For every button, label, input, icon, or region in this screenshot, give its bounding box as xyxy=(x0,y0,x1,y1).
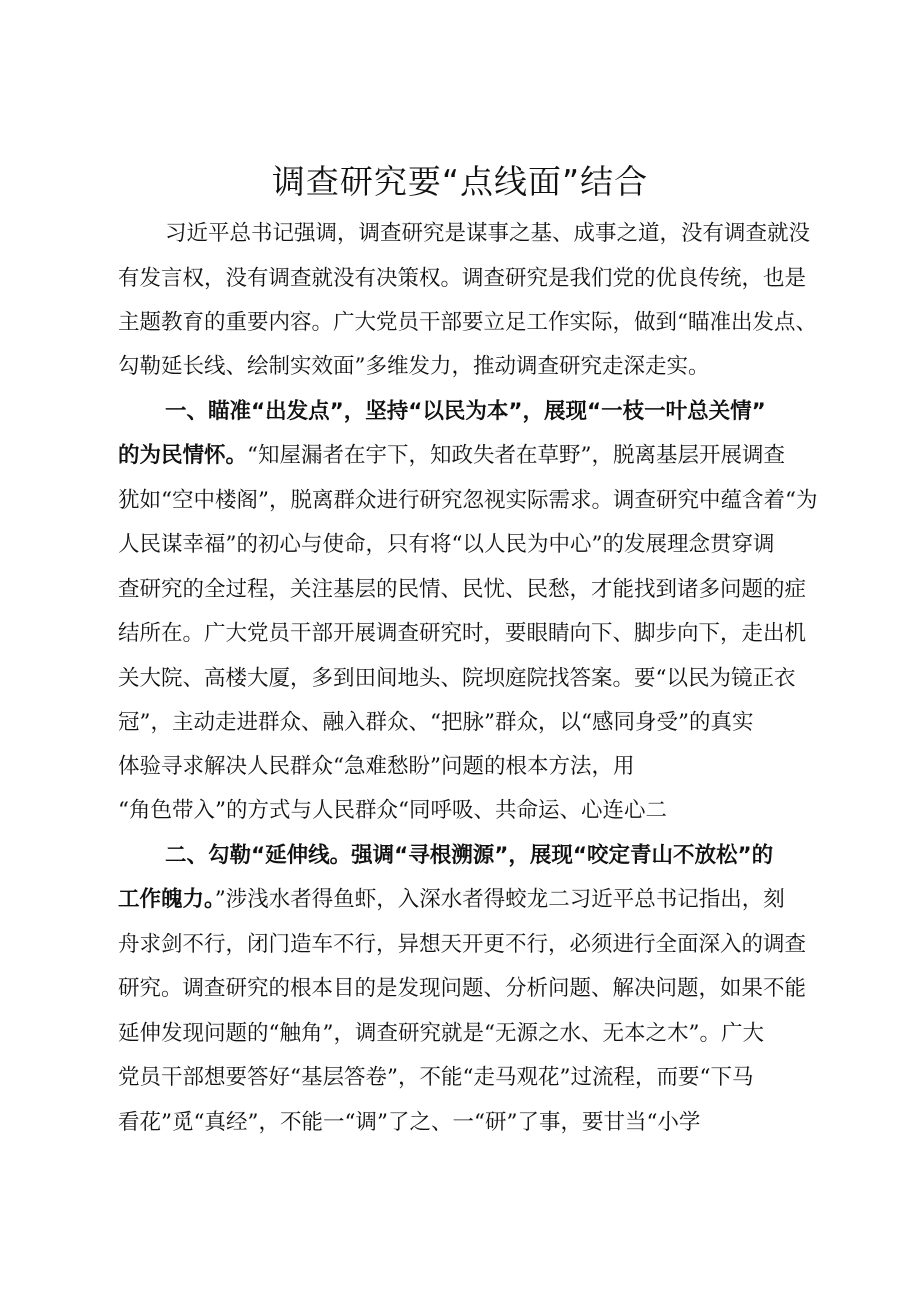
section1-heading: 一、瞄准“出发点”，坚持“以民为本”，展现“一枝一叶总关情” xyxy=(165,399,766,424)
intro-line-3: 主题教育的重要内容。广大党员干部要立足工作实际，做到“瞄准出发点、 xyxy=(118,310,817,335)
section2-body-line-1: 舟求剑不行，闭门造车不行，异想天开更不行，必须进行全面深入的调查 xyxy=(118,932,807,957)
section2-line-2 xyxy=(118,885,785,915)
intro-line-4: 勾勒延长线、绘制实效面”多维发力，推动调查研究走深走实。 xyxy=(118,354,710,379)
section2-heading-end: 工作魄力。 xyxy=(118,887,215,912)
section1-line-2 xyxy=(118,441,785,471)
section1-body-line-3: 查研究的全过程，关注基层的民情、民忧、民愁，才能找到诸多问题的症 xyxy=(118,577,807,602)
section1-body-line-1: 犹如“空中楼阁”，脱离群众进行研究忽视实际需求。调查研究中蕴含着“为 xyxy=(118,488,818,513)
section2-body-line-2: 研究。调查研究的根本目的是发现问题、分析问题、解决问题，如果不能 xyxy=(118,976,807,1001)
section1-body-line-4: 结所在。广大党员干部开展调查研究时，要眼睛向下、脚步向下，走出机 xyxy=(118,621,807,646)
document-title: 调查研究要“点线面”结合 xyxy=(271,162,649,201)
section2-quote: ”涉浅水者得鱼虾，入深水者得蛟龙二习近平总书记指出，刻 xyxy=(214,887,785,912)
section1-body-line-7: 体验寻求解决人民群众“急难愁盼”问题的根本方法，用 xyxy=(118,754,635,779)
intro-line-1: 习近平总书记强调，调查研究是谋事之基、成事之道，没有调查就没 xyxy=(165,221,811,246)
section2-heading: 二、勾勒“延伸线。强调“寻根溯源”，展现“咬定青山不放松”的 xyxy=(165,843,774,868)
intro-line-2: 有发言权，没有调查就没有决策权。调查研究是我们党的优良传统，也是 xyxy=(118,266,807,291)
section1-body-line-6: 冠”，主动走进群众、融入群众、“把脉”群众，以“感同身受”的真实 xyxy=(118,710,754,735)
section1-body-line-5: 关大院、高楼大厦，多到田间地头、院坝庭院找答案。要“以民为镜正衣 xyxy=(118,666,796,691)
section2-body-line-3: 延伸发现问题的“触角”，调查研究就是“无源之水、无本之木”。广大 xyxy=(118,1021,764,1046)
section1-body-line-2: 人民谋幸福”的初心与使命，只有将“以人民为中心”的发展理念贯穿调 xyxy=(118,532,775,557)
section2-body-line-4: 党员干部想要答好“基层答卷”，不能“走马观花”过流程，而要“下马 xyxy=(118,1065,754,1090)
section1-body-line-8: “角色带入”的方式与人民群众“同呼吸、共命运、心连心二 xyxy=(118,798,667,823)
section1-quote: “知屋漏者在宇下，知政失者在草野”，脱离基层开展调查 xyxy=(247,443,786,468)
section2-body-line-5: 看花”觅“真经”，不能一“调”了之、一“研”了事，要甘当“小学 xyxy=(118,1110,701,1135)
section1-heading-end: 的为民情怀。 xyxy=(118,443,248,468)
